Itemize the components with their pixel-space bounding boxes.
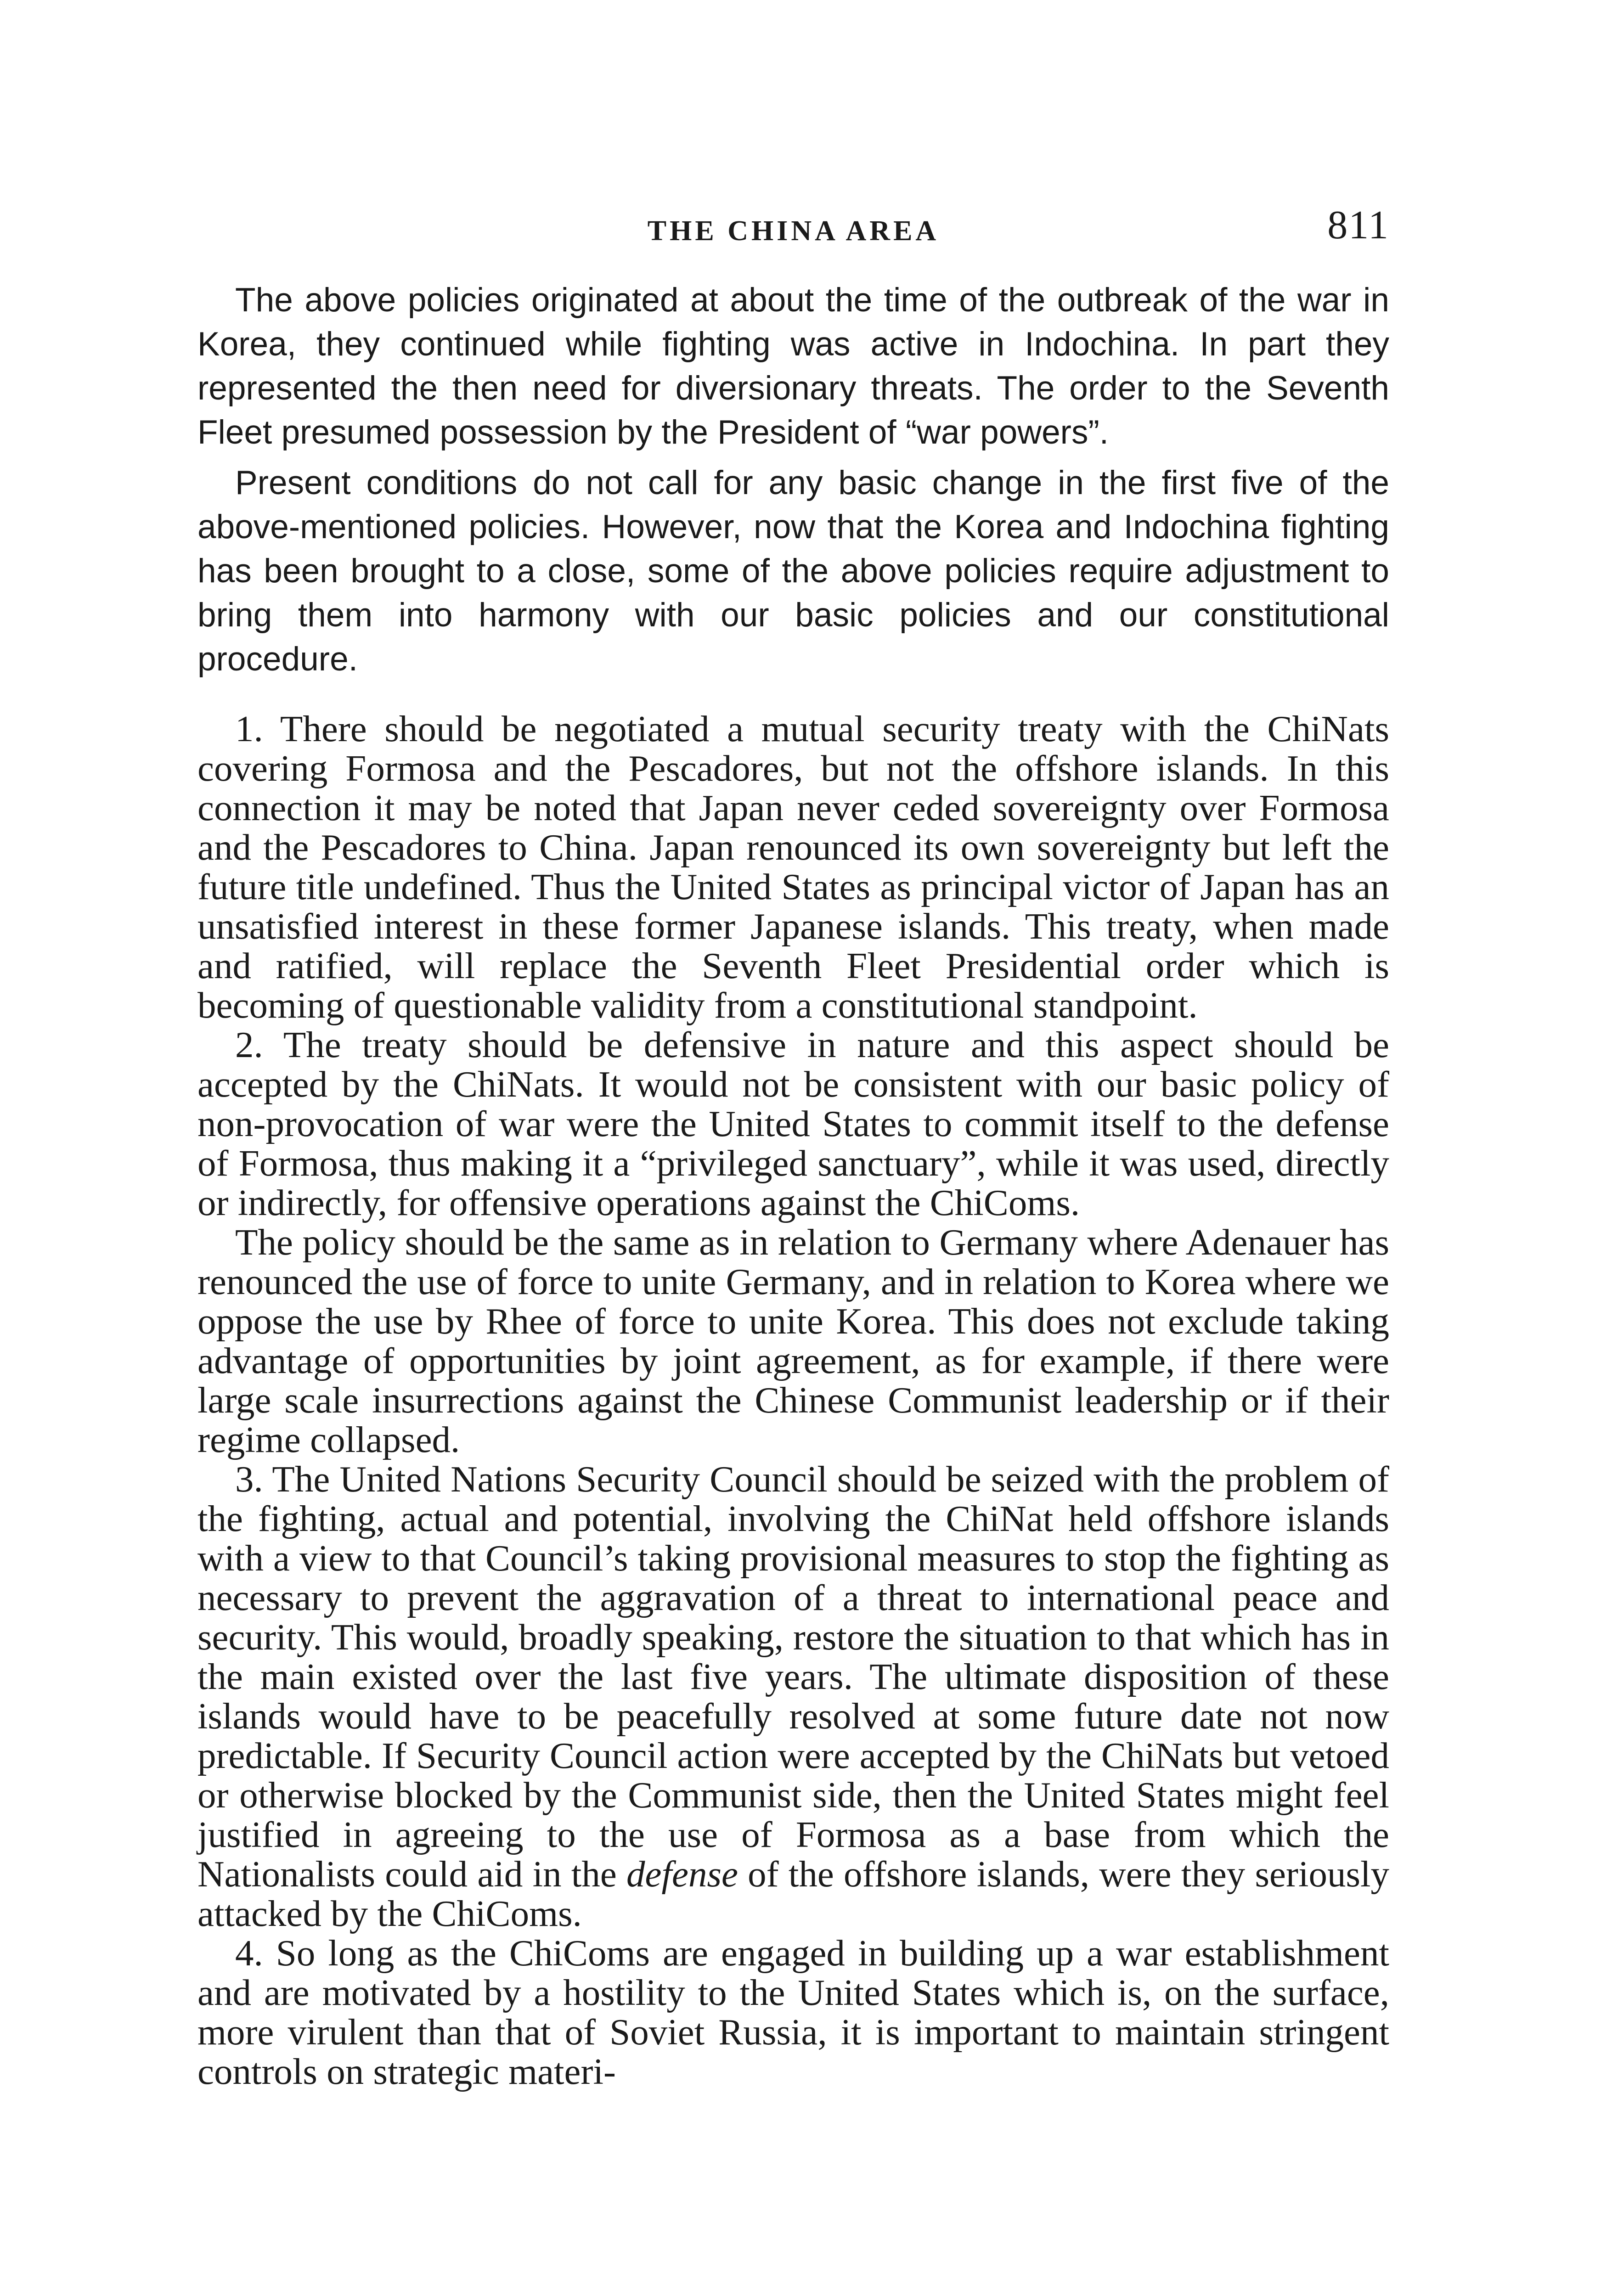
document-page (197, 202, 1389, 2091)
recommendation-4: 4. So long as the ChiComs are engaged in building up a war establishment and are motivated by a hostility to the United States which is, on the surface, more virulent than that of Soviet Russia, it is important to maintain stringent controls on strategic materi- (197, 1932, 1389, 2092)
intro-paragraph-1: The above policies originated at about the time of the outbreak of the war in Korea, they continued while fighting was active in Indochina. In part they represented the then need for diversionary threats. The order to the Seventh Fleet presumed possession by the President of “war powers”. (197, 281, 1389, 451)
intro-block (197, 278, 1389, 681)
running-title: THE CHINA AREA (647, 215, 940, 247)
recommendation-3-emphasis: defense (626, 1853, 738, 1895)
recommendation-2: 2. The treaty should be defensive in nature and this aspect should be accepted by the ChiNats. It would not be consistent with our basic policy of non-provocation of war were the United States to commit itself to the defense of Formosa, thus making it a “privileged sanctuary”, while it was used, directly or indirectly, for offensive operations against the ChiComs. (197, 1024, 1389, 1223)
page-number: 811 (1327, 203, 1389, 248)
recommendation-2-continued: The policy should be the same as in relation to Germany where Adenauer has renounced the use of force to unite Germany, and in relation to Korea where we oppose the use by Rhee of force to unite Korea. This does not exclude taking advantage of opportunities by joint agreement, as for example, if there were large scale insurrections against the Chinese Communist leadership or if their regime collapsed. (197, 1221, 1389, 1460)
recommendation-3-text-a: 3. The United Nations Security Council should be seized with the problem of the fighting, actual and potential, involving the ChiNat held offshore islands with a view to that Council’s taking provisional measures to stop the fighting as necessary to prevent the aggravation of a threat to international peace and security. This would, broadly speaking, restore the situation to that which has in the main existed over the last five years. The ultimate disposition of these islands would have to be peacefully resolved at some future date not now predictable. If Security Council action were accepted by the ChiNats but vetoed or otherwise blocked by the Communist side, then the United States might feel justified in agreeing to the use of Formosa as a base from which the Nationalists could aid in the (197, 1458, 1389, 1895)
recommendation-1: 1. There should be negotiated a mutual security treaty with the ChiNats covering Formosa and the Pescadores, but not the offshore islands. In this connection it may be noted that Japan never ceded sovereignty over Formosa and the Pescadores to China. Japan renounced its own sovereignty but left the future title undefined. Thus the United States as principal victor of Japan has an unsatisfied interest in these former Japanese islands. This treaty, when made and ratified, will replace the Seventh Fleet Presidential order which is becoming of questionable validity from a constitutional standpoint. (197, 708, 1389, 1026)
intro-paragraph-2: Present conditions do not call for any basic change in the first five of the above-mentioned policies. However, now that the Korea and Indochina fighting has been brought to a close, some of the above policies require adjustment to bring them into harmony with our basic policies and our constitutional procedure. (197, 464, 1389, 678)
recommendation-3-text-b: of the offshore islands, were they seriously attacked by the ChiComs. (197, 1853, 1390, 1934)
recommendations-block (197, 709, 1389, 2091)
recommendation-3 (197, 1459, 1389, 1933)
running-header (197, 202, 1389, 253)
section-gap (197, 681, 1389, 709)
